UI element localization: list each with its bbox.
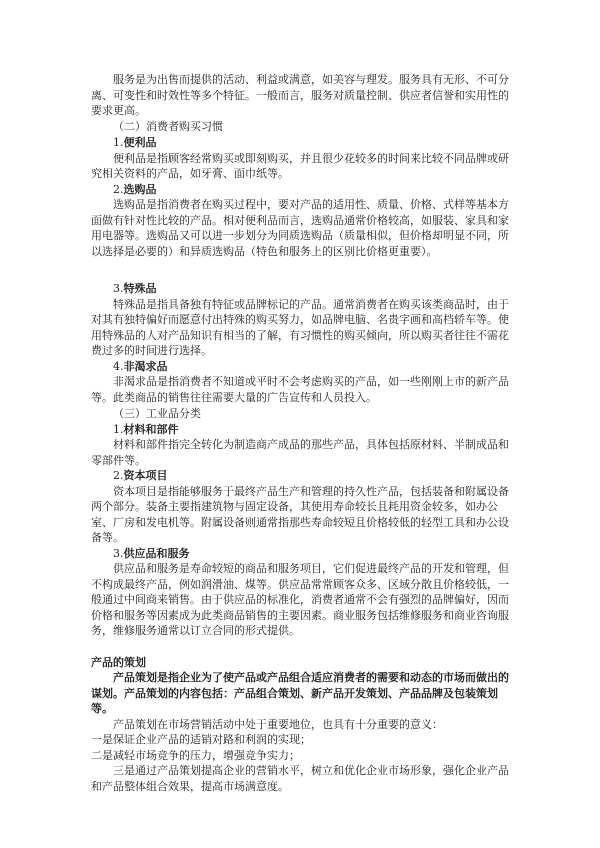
- heading-text: 资本项目: [123, 469, 168, 482]
- heading-text: 非渴求品: [123, 359, 168, 373]
- heading-text: 特殊品: [123, 282, 157, 295]
- heading-specialty-goods: [91, 281, 511, 297]
- heading-supplies-services: [91, 546, 511, 562]
- paragraph-unsought-goods: 非渴求品是指消费者不知道或平时不会考虑购买的产品，如一些刚刚上市的新产品等。此类商品的销售往往需要大量的广告宣传和人员投入。: [91, 375, 509, 404]
- heading-text: 材料和部件: [123, 422, 179, 436]
- heading-materials-parts: [91, 422, 511, 438]
- paragraph-planning-intro: 产品策划在市场营销活动中处于重要地位，也具有十分重要的意义：: [113, 717, 443, 731]
- paragraph-convenience-goods: 便利品是指顾客经常购买或即刻购买，并且很少花较多的时间来比较不同品牌或研究相关资料的产品，如牙膏、面巾纸等。: [91, 151, 509, 180]
- heading-product-planning: 产品的策划: [91, 655, 146, 669]
- section-heading-consumer-habits: （二）消费者购买习惯: [113, 120, 223, 133]
- heading-number: 1.: [113, 136, 124, 149]
- paragraph-shopping-goods: 选购品是指消费者在购买过程中，要对产品的适用性、质量、价格、式样等基本方面做有针对性比较的产品。相对便利品而言，选购品通常价格较高，如服装、家具和家用电器等。选购品又可以进一步划分为同质选购品（质量相似，但价格却明显不同，所以选择是必要的）和异质选购品（特色和服务上的区别比价格更重要）。: [91, 198, 509, 258]
- heading-text: 便利品: [123, 136, 157, 149]
- heading-capital-items: [91, 468, 511, 484]
- heading-number: 1.: [113, 422, 124, 436]
- paragraph-service: 服务是为出售而提供的活动、利益或满意，如美容与理发。服务具有无形、不可分离、可变性和时效性等多个特征。一般而言，服务对质量控制、供应者信誉和实用性的要求更高。: [91, 73, 509, 117]
- heading-shopping-goods: [91, 182, 511, 198]
- section-heading-industrial-goods: （三）工业品分类: [113, 406, 201, 420]
- paragraph-capital-items: 资本项目是指能够服务于最终产品生产和管理的持久性产品，包括装备和附属设备两个部分。装备主要指建筑物与固定设备，其使用寿命较长且耗用资金较多，如办公室、厂房和发电机等。附属设备则通常指那些寿命较短且价格较低的轻型工具和办公设备等。: [91, 484, 509, 544]
- document-page: [91, 72, 511, 794]
- heading-number: 2.: [113, 182, 124, 196]
- heading-number: 2.: [113, 469, 124, 482]
- heading-number: 3.: [113, 546, 124, 560]
- spacer: [91, 259, 511, 281]
- heading-text: 选购品: [123, 182, 157, 196]
- paragraph-supplies-services: 供应品和服务是寿命较短的商品和服务项目，它们促进最终产品的开发和管理，但不构成最终产品，例如润滑油、煤等。供应品常常顾客众多、区域分散且价格较低，一般通过中间商来销售。由于供应品的标准化，消费者通常不会有强烈的品牌偏好，因而价格和服务等因素成为此类商品销售的主要因素。商业服务包括维修服务和商业咨询服务，维修服务通常以订立合同的形式提供。: [91, 562, 509, 637]
- list-item-point-3: 三是通过产品策划提高企业的营销水平，树立和优化企业市场形象，强化企业产品和产品整体组合效果，提高市场满意度。: [91, 764, 509, 793]
- paragraph-specialty-goods: 特殊品是指具备独有特征或品牌标记的产品。通常消费者在购买该类商品时，由于对其有独特偏好而愿意付出特殊的购买努力，如品牌电脑、名贵字画和高档轿车等。使用特殊品的人对产品知识有相当的了解，有习惯性的购买倾向，所以购买者往往不需花费过多的时间进行选择。: [91, 297, 509, 357]
- spacer: [91, 639, 511, 655]
- heading-number: 3.: [113, 282, 124, 295]
- paragraph-materials-parts: 材料和部件指完全转化为制造商产成品的那些产品，具体包括原材料、半制成品和零部件等。: [91, 438, 509, 467]
- heading-text: 供应品和服务: [123, 546, 190, 560]
- list-item-point-1: 一是保证企业产品的适销对路和利润的实现；: [91, 733, 311, 746]
- heading-unsought-goods: [91, 359, 511, 375]
- heading-number: 4.: [113, 359, 124, 373]
- list-item-point-2: 二是减轻市场竞争的压力，增强竞争实力；: [91, 748, 300, 762]
- heading-convenience-goods: [91, 135, 511, 151]
- paragraph-planning-definition: 产品策划是指企业为了使产品或产品组合适应消费者的需要和动态的市场而做出的谋划。产品策划的内容包括：产品组合策划、新产品开发策划、产品品牌及包装策划等。: [91, 671, 509, 715]
